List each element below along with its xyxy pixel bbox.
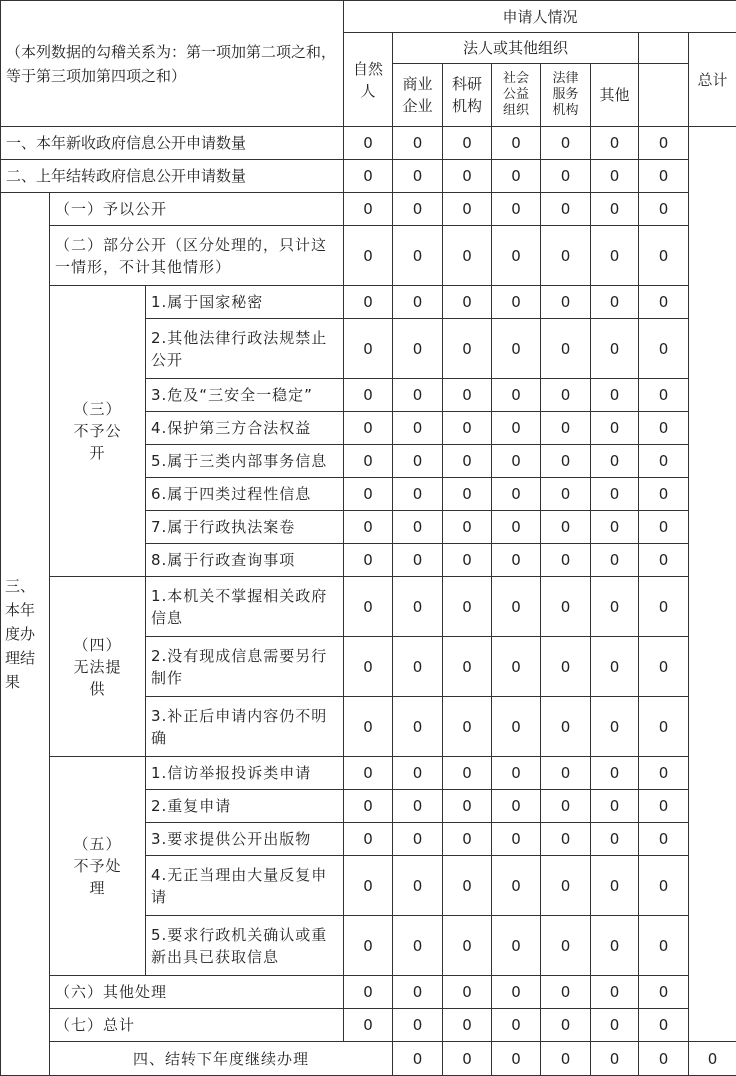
row-label: 四、结转下年度继续办理 [50,1042,393,1076]
cell-other: 0 [591,478,639,511]
cell-other: 0 [591,976,639,1009]
row-label: 2.没有现成信息需要另行制作 [146,637,344,697]
row-label: 2.重复申请 [146,790,344,823]
cell-other: 0 [591,823,639,856]
cell-research: 0 [443,790,492,823]
cell-research: 0 [443,412,492,445]
cell-legal: 0 [541,916,591,976]
cell-social: 0 [492,478,541,511]
cell-legal: 0 [541,823,591,856]
row-label: （一）予以公开 [50,193,344,226]
cell-business: 0 [393,823,443,856]
cell-legal: 0 [541,226,591,286]
cell-social: 0 [492,976,541,1009]
cell-research: 0 [443,577,492,637]
row-label: 5.要求行政机关确认或重新出具已获取信息 [146,916,344,976]
cell-social: 0 [492,577,541,637]
cell-other: 0 [591,160,639,193]
table-row [1,1009,736,1042]
cell-other: 0 [591,916,639,976]
cell-research: 0 [443,160,492,193]
cell-total: 0 [639,637,689,697]
cell-research: 0 [443,697,492,757]
cell-legal: 0 [541,193,591,226]
cell-research: 0 [443,478,492,511]
cell-total: 0 [639,445,689,478]
cell-natural: 0 [344,637,393,697]
cell-social: 0 [492,544,541,577]
header-business: 商业企业 [393,64,443,127]
cell-total: 0 [639,790,689,823]
cell-natural: 0 [344,193,393,226]
cell-legal: 0 [541,856,591,916]
row-label: 二、上年结转政府信息公开申请数量 [1,160,344,193]
cell-legal: 0 [591,1042,639,1076]
cell-business: 0 [393,697,443,757]
cell-legal: 0 [541,379,591,412]
cell-legal: 0 [541,127,591,160]
cell-other: 0 [639,1042,689,1076]
header-note: （本列数据的勾稽关系为：第一项加第二项之和，等于第三项加第四项之和） [1,1,344,127]
cell-natural: 0 [344,160,393,193]
cell-business: 0 [393,1009,443,1042]
cell-natural: 0 [344,127,393,160]
table-row [1,193,736,226]
cell-total: 0 [639,319,689,379]
cell-natural: 0 [344,823,393,856]
cell-total: 0 [689,1042,736,1076]
header-other: 其他 [591,64,639,127]
header-legal-group: 法人或其他组织 [393,33,639,64]
cell-total: 0 [639,127,689,160]
cell-legal: 0 [541,511,591,544]
cell-other: 0 [591,856,639,916]
table-row [1,226,736,286]
cell-research: 0 [443,757,492,790]
cell-research: 0 [443,127,492,160]
cell-other: 0 [591,286,639,319]
cell-legal: 0 [541,412,591,445]
cell-natural: 0 [393,1042,443,1076]
cell-social: 0 [492,226,541,286]
cell-other: 0 [591,697,639,757]
header-total: 总计 [689,33,736,127]
cell-research: 0 [443,916,492,976]
row-label: 7.属于行政执法案卷 [146,511,344,544]
cell-social: 0 [492,445,541,478]
cell-social: 0 [492,193,541,226]
cell-legal: 0 [541,757,591,790]
cell-business: 0 [393,127,443,160]
cell-legal: 0 [541,478,591,511]
cell-total: 0 [639,286,689,319]
cell-social: 0 [492,160,541,193]
cell-natural: 0 [344,544,393,577]
cell-natural: 0 [344,790,393,823]
cell-social: 0 [492,1009,541,1042]
cell-legal: 0 [541,286,591,319]
row-label: 8.属于行政查询事项 [146,544,344,577]
cell-natural: 0 [344,916,393,976]
row-label: 1.本机关不掌握相关政府信息 [146,577,344,637]
cell-other: 0 [591,790,639,823]
cell-natural: 0 [344,976,393,1009]
cell-social: 0 [492,823,541,856]
cell-total: 0 [639,916,689,976]
group4-label: （四）无法提供 [50,577,146,757]
cell-research: 0 [443,511,492,544]
cell-total: 0 [639,412,689,445]
cell-legal: 0 [541,1009,591,1042]
cell-natural: 0 [344,226,393,286]
cell-natural: 0 [344,856,393,916]
cell-natural: 0 [344,286,393,319]
cell-total: 0 [639,226,689,286]
table-row [1,577,736,637]
cell-legal: 0 [541,160,591,193]
cell-social: 0 [541,1042,591,1076]
cell-social: 0 [492,319,541,379]
row-label: （六）其他处理 [50,976,344,1009]
cell-legal: 0 [541,697,591,757]
cell-natural: 0 [344,319,393,379]
header-legal-service: 法律服务机构 [541,64,591,127]
row-label: （七）总计 [50,1009,344,1042]
cell-other: 0 [591,379,639,412]
cell-legal: 0 [541,544,591,577]
row-label: 2.其他法律行政法规禁止公开 [146,319,344,379]
row-label: 1.属于国家秘密 [146,286,344,319]
cell-natural: 0 [344,757,393,790]
header-blank [639,33,689,64]
cell-business: 0 [393,856,443,916]
cell-social: 0 [492,511,541,544]
header-applicant: 申请人情况 [344,1,736,33]
cell-business: 0 [393,286,443,319]
row-label: 4.保护第三方合法权益 [146,412,344,445]
cell-research: 0 [443,823,492,856]
cell-business: 0 [393,160,443,193]
cell-business: 0 [393,319,443,379]
row-label: 6.属于四类过程性信息 [146,478,344,511]
cell-other: 0 [591,757,639,790]
table-row [1,1042,736,1076]
cell-business: 0 [393,544,443,577]
cell-business: 0 [393,757,443,790]
cell-other: 0 [591,445,639,478]
cell-other: 0 [591,412,639,445]
cell-total: 0 [639,160,689,193]
cell-business: 0 [393,976,443,1009]
cell-social: 0 [492,379,541,412]
cell-total: 0 [639,544,689,577]
cell-other: 0 [591,511,639,544]
section3-label: 三、本年度办理结果 [1,193,50,1076]
cell-natural: 0 [344,511,393,544]
cell-total: 0 [639,1009,689,1042]
row-label: 4.无正当理由大量反复申请 [146,856,344,916]
cell-social: 0 [492,412,541,445]
cell-natural: 0 [344,445,393,478]
table-row [1,127,736,160]
cell-other: 0 [591,226,639,286]
header-natural-person: 自然人 [344,33,393,127]
cell-social: 0 [492,916,541,976]
row-label: 3.补正后申请内容仍不明确 [146,697,344,757]
row-label: 3.危及“三安全一稳定” [146,379,344,412]
row-label: （二）部分公开（区分处理的，只计这一情形，不计其他情形） [50,226,344,286]
header-research: 科研机构 [443,64,492,127]
cell-legal: 0 [541,976,591,1009]
cell-research: 0 [443,544,492,577]
cell-other: 0 [591,1009,639,1042]
table-row [1,160,736,193]
row-label: 5.属于三类内部事务信息 [146,445,344,478]
group5-label: （五）不予处理 [50,757,146,976]
cell-total: 0 [639,976,689,1009]
cell-business: 0 [393,637,443,697]
cell-research: 0 [443,976,492,1009]
cell-total: 0 [639,511,689,544]
cell-social: 0 [492,286,541,319]
cell-total: 0 [639,577,689,637]
cell-research: 0 [443,379,492,412]
cell-legal: 0 [541,445,591,478]
cell-total: 0 [639,193,689,226]
cell-social: 0 [492,790,541,823]
cell-total: 0 [639,856,689,916]
cell-business: 0 [393,379,443,412]
cell-legal: 0 [541,637,591,697]
cell-natural: 0 [344,577,393,637]
cell-business: 0 [393,577,443,637]
table-row [1,286,736,319]
cell-other: 0 [591,193,639,226]
cell-business: 0 [393,790,443,823]
cell-business: 0 [393,916,443,976]
cell-natural: 0 [344,1009,393,1042]
cell-other: 0 [591,577,639,637]
cell-social: 0 [492,127,541,160]
row-label: 一、本年新收政府信息公开申请数量 [1,127,344,160]
cell-social: 0 [492,757,541,790]
cell-total: 0 [639,823,689,856]
cell-legal: 0 [541,577,591,637]
cell-legal: 0 [541,790,591,823]
table-row [1,757,736,790]
cell-natural: 0 [344,412,393,445]
cell-total: 0 [639,697,689,757]
table-row [1,976,736,1009]
cell-other: 0 [591,637,639,697]
row-label: 3.要求提供公开出版物 [146,823,344,856]
cell-other: 0 [591,127,639,160]
cell-business: 0 [393,445,443,478]
group3-label: （三）不予公开 [50,286,146,577]
cell-total: 0 [639,478,689,511]
cell-other: 0 [591,319,639,379]
cell-research: 0 [443,193,492,226]
cell-social: 0 [492,856,541,916]
cell-research: 0 [443,637,492,697]
cell-total: 0 [639,379,689,412]
row-label: 1.信访举报投诉类申请 [146,757,344,790]
cell-research: 0 [443,856,492,916]
cell-business: 0 [393,478,443,511]
cell-business: 0 [393,226,443,286]
cell-business: 0 [393,412,443,445]
cell-total: 0 [639,757,689,790]
cell-other: 0 [591,544,639,577]
cell-business: 0 [393,193,443,226]
cell-social: 0 [492,697,541,757]
cell-research: 0 [443,1009,492,1042]
cell-research: 0 [443,286,492,319]
cell-natural: 0 [344,379,393,412]
cell-research: 0 [443,445,492,478]
cell-business: 0 [393,511,443,544]
cell-research: 0 [443,319,492,379]
cell-natural: 0 [344,478,393,511]
cell-research: 0 [492,1042,541,1076]
cell-business: 0 [443,1042,492,1076]
cell-research: 0 [443,226,492,286]
cell-natural: 0 [344,697,393,757]
header-social: 社会公益组织 [492,64,541,127]
cell-social: 0 [492,637,541,697]
cell-legal: 0 [541,319,591,379]
